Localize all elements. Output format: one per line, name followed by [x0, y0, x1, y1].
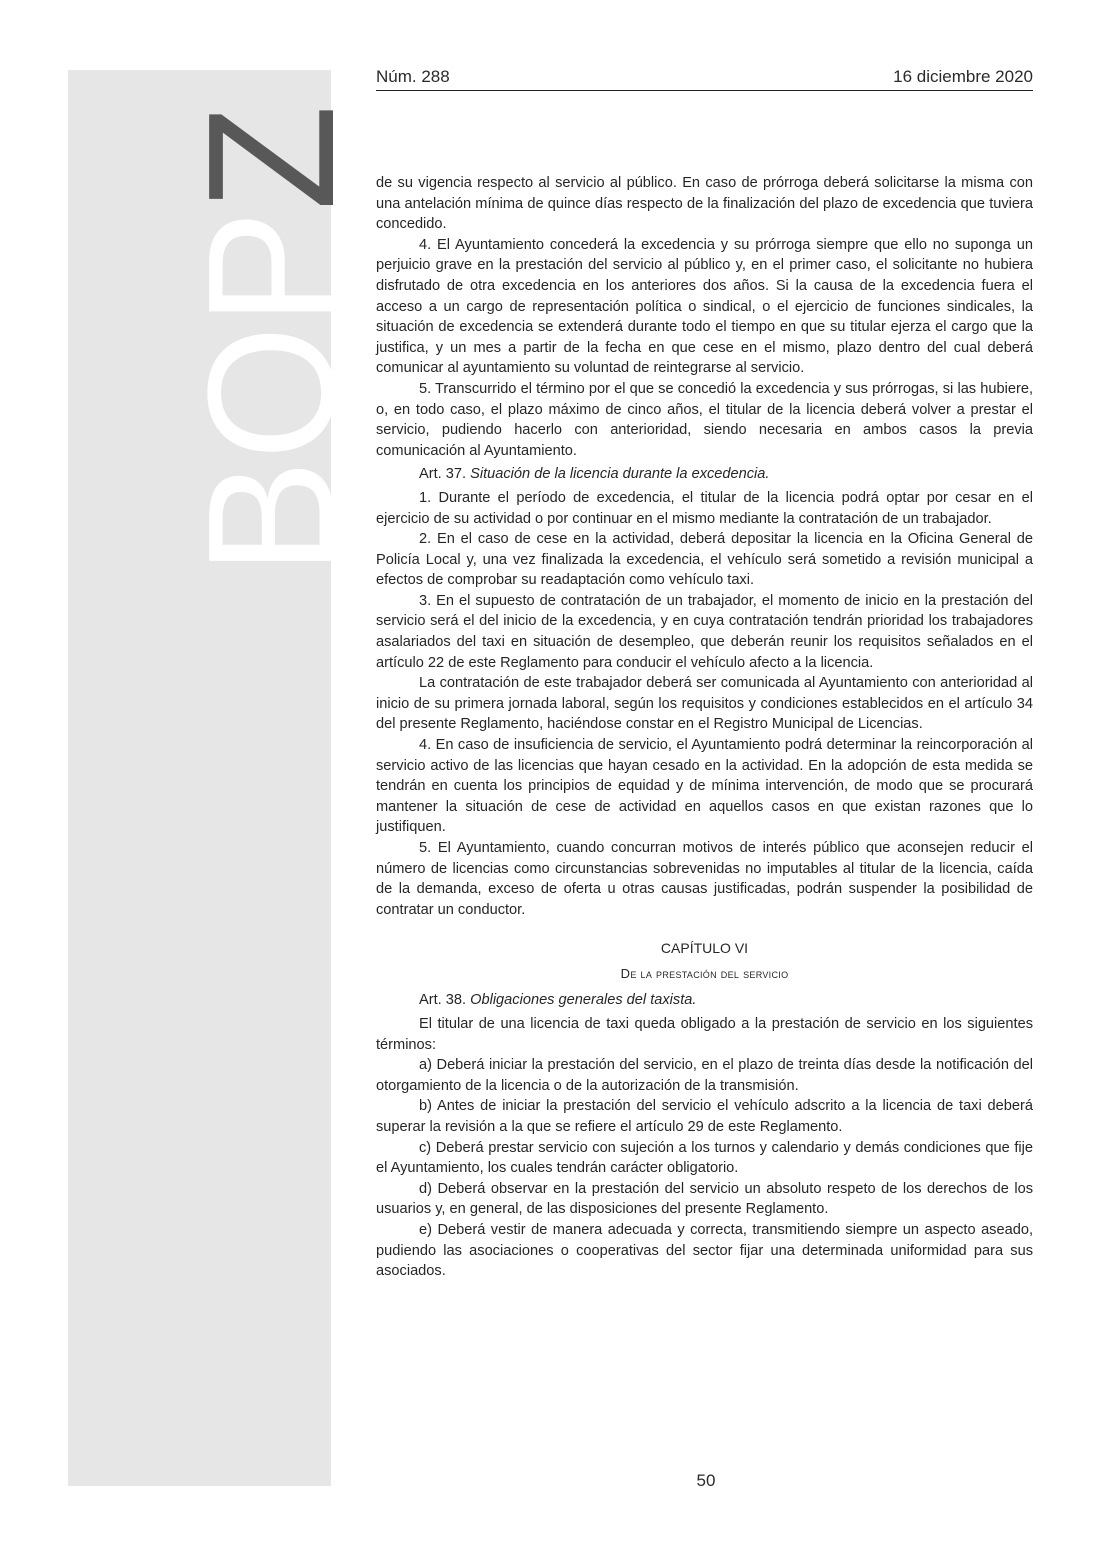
list-item: d) Deberá observar en la prestación del servicio un absoluto respeto de los derechos de los usuarios y, en general, de las disposiciones del presente Reglamento.	[376, 1180, 1033, 1218]
paragraph: 5. Transcurrido el término por el que se concedió la excedencia y sus prórrogas, si las hubiere, o, en todo caso, el plazo máximo de cinco años, el titular de la licencia deberá volver a prestar el servicio, pudiendo hacerlo con anterioridad, siendo necesaria en ambos casos la previa comunicación al Ayuntamiento.	[376, 380, 1033, 459]
paragraph: 1. Durante el período de excedencia, el titular de la licencia podrá optar por cesar en el ejercicio de su actividad o por continuar en el mismo mediante la contratación de un trabajador.	[376, 489, 1033, 527]
article-title: Situación de la licencia durante la excedencia.	[470, 466, 770, 483]
article-label: Art. 37.	[419, 466, 467, 483]
paragraph: 5. El Ayuntamiento, cuando concurran motivos de interés público que aconsejen reducir el número de licencias como circunstancias sobrevenidas no imputables al titular de la licencia, caída de la demanda, exceso de oferta u otras causas justificadas, podrán suspender la posibilidad de contratar un conductor.	[376, 840, 1033, 918]
list-item: a) Deberá iniciar la prestación del servicio, en el plazo de treinta días desde la notificación del otorgamiento de la licencia o de la autorización de la transmisión.	[376, 1057, 1033, 1094]
svg-text:BOPZ	[171, 100, 372, 575]
list-item: b) Antes de iniciar la prestación del servicio el vehículo adscrito a la licencia de taxi deberá superar la revisión a la que se refiere el artículo 29 de este Reglamento.	[376, 1098, 1033, 1135]
logo-text-bop: BOP	[171, 194, 372, 575]
list-item: c) Deberá prestar servicio con sujeción a los turnos y calendario y demás condiciones que fije el Ayuntamiento, los cuales tendrán carácter obligatorio.	[376, 1139, 1033, 1177]
page-number: 50	[696, 1471, 716, 1490]
article-title: Obligaciones generales del taxista.	[470, 992, 697, 1009]
paragraph: El titular de una licencia de taxi queda obligado a la prestación de servicio en los siguientes términos:	[376, 1015, 1033, 1053]
issue-date: 16 diciembre 2020	[893, 67, 1033, 86]
article-label: Art. 38.	[419, 992, 467, 1009]
paragraph: La contratación de este trabajador deberá ser comunicada al Ayuntamiento con anterioridad al inicio de su primera jornada laboral, según los requisitos y condiciones establecidos en el artículo 34 del presente Reglamento, haciéndose constar en el Registro Municipal de Licencias.	[376, 675, 1033, 733]
issue-number: Núm. 288	[376, 67, 450, 86]
paragraph: de su vigencia respecto al servicio al público. En caso de prórroga deberá solicitarse la misma con una antelación mínima de quince días respecto de la finalización del plazo de excedencia que tuviera concedido.	[376, 175, 1033, 233]
article-38-heading	[376, 990, 1033, 1011]
paragraph: 4. El Ayuntamiento concederá la excedencia y su prórroga siempre que ello no suponga un perjuicio grave en la prestación del servicio al público y, en el primer caso, el solicitante no hubiera disfrutado de otra excedencia en los anteriores dos años. Si la causa de la excedencia fuera el acceso a un cargo de representación política o sindical, o el ejercicio de funciones sindicales, la situación de excedencia se extenderá durante todo el tiempo en que su titular ejerza el cargo que la justifica, y un mes a partir de la fecha en que cese en el mismo, plazo dentro del cual deberá comunicar al ayuntamiento su voluntad de reintegrarse al servicio.	[376, 236, 1033, 377]
list-item: e) Deberá vestir de manera adecuada y correcta, transmitiendo siempre un aspecto aseado, pudiendo las asociaciones o cooperativas del sector fijar una determinada uniformidad para sus asociados.	[376, 1221, 1033, 1280]
chapter-heading: CAPÍTULO VI	[660, 940, 749, 957]
section-heading: De la prestación del servicio	[620, 966, 789, 982]
paragraph: 2. En el caso de cese en la actividad, deberá depositar la licencia en la Oficina General de Policía Local y, una vez finalizada la excedencia, el vehículo será sometido a revisión municipal a efectos de comprobar su readaptación como vehículo taxi.	[376, 531, 1033, 589]
logo-text-z: Z	[171, 100, 372, 211]
paragraph: 3. En el supuesto de contratación de un trabajador, el momento de inicio en la prestación del servicio será el del inicio de la excedencia, y en cuya contratación tendrán prioridad los trabajadores asalariados del taxi en situación de desempleo, que deberán reunir los requisitos señalados en el artículo 22 de este Reglamento para conducir el vehículo afecto a la licencia.	[376, 592, 1033, 671]
sidebar-band	[68, 70, 372, 1486]
article-body	[376, 173, 1033, 1282]
paragraph: 4. En caso de insuficiencia de servicio, el Ayuntamiento podrá determinar la reincorporación al servicio activo de las licencias que hayan cesado en la actividad. En la adopción de esta medida se tendrán en cuenta los principios de equidad y de mínima intervención, de modo que se procurará mantener la situación de cese de actividad en aquellos casos en que existan razones que lo justifiquen.	[376, 737, 1033, 836]
bopz-logo	[68, 70, 372, 590]
article-37-heading	[376, 464, 1033, 485]
page-header	[376, 66, 1033, 91]
